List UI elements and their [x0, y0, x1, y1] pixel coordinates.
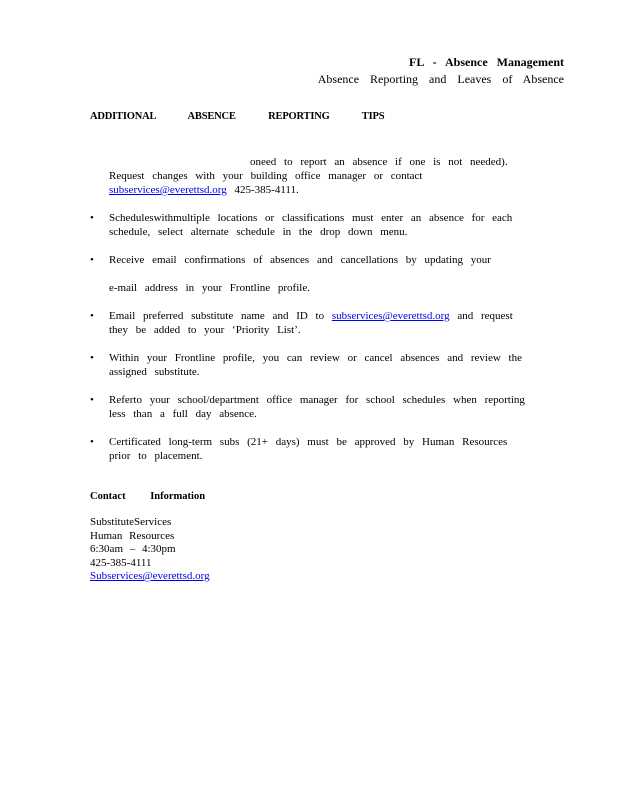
subservices-email-link[interactable]: subservices@everettsd.org [331, 310, 450, 322]
tip-item-request-changes [90, 155, 530, 197]
tip-item-multiple-schedules [90, 211, 530, 239]
contact-phone: 425-385-4111 [90, 556, 152, 569]
tip-text: 425-385-4111. [226, 184, 299, 196]
tips-list [90, 155, 530, 477]
contact-department: SubstituteServices [90, 516, 172, 528]
tip-text: Certificated long-term subs (21+ days) must be approved by Human Resources prior to placement. [109, 436, 508, 462]
contact-hours: 6:30am – 4:30pm [90, 543, 176, 555]
tip-text: Email preferred substitute name and ID to [109, 310, 332, 322]
bullet-icon: • [90, 436, 94, 448]
tip-text: e-mail address in your Frontline profile. [109, 282, 310, 294]
tip-item-email-confirmations [90, 253, 530, 295]
subservices-email-link[interactable]: subservices@everettsd.org [109, 184, 227, 196]
contact-heading: Contact Information [90, 491, 206, 502]
tip-text: Referto your school/department office manager for school schedules when reporting less than a full day absence. [109, 394, 525, 420]
tip-text: Receive email confirmations of absences and cancellations by updating your [109, 254, 491, 266]
header-subtitle: Absence Reporting and Leaves of Absence [317, 72, 564, 86]
tip-text: oneed to report an absence if one is not needed). [250, 156, 508, 168]
bullet-icon: • [90, 254, 94, 266]
tip-item-preferred-substitute [90, 309, 530, 337]
header-title: FL - Absence Management [409, 55, 564, 69]
contact-email-link[interactable]: Subservices@everettsd.org [90, 570, 210, 582]
document-header [318, 54, 564, 88]
tip-text: and request they be added to your ‘Priority List’. [109, 310, 513, 336]
tip-item-long-term-subs [90, 435, 530, 463]
tip-item-frontline-profile [90, 351, 530, 379]
tip-text: Request changes with your building office manager or contact [109, 170, 423, 182]
tips-heading: ADDITIONAL ABSENCE REPORTING TIPS [90, 111, 385, 122]
contact-office: Human Resources [90, 529, 175, 542]
bullet-icon: • [90, 352, 94, 364]
tip-text: Within your Frontline profile, you can review or cancel absences and review the assigned substitute. [109, 352, 522, 378]
bullet-icon: • [90, 212, 94, 224]
contact-info [90, 516, 233, 584]
bullet-icon: • [90, 310, 94, 322]
bullet-icon: • [90, 394, 94, 406]
tip-text: Scheduleswithmultiple locations or classifications must enter an absence for each schedule, select alternate schedule in the drop down menu. [109, 212, 513, 238]
tip-item-partial-day [90, 393, 530, 421]
